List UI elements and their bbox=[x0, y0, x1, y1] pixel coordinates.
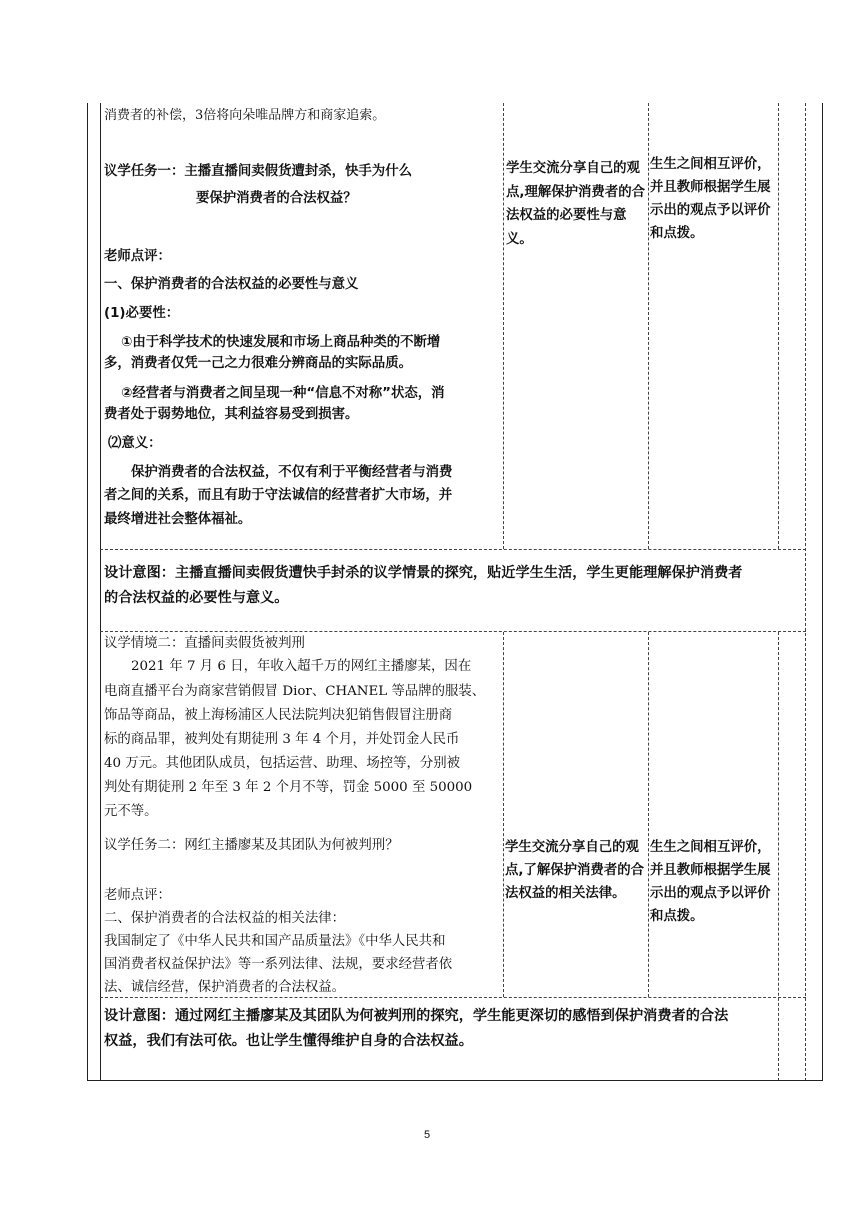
task-two-heading: 议学任务二：网红主播廖某及其团队为何被判刑？ bbox=[104, 838, 399, 853]
continued-text: 消费者的补偿，3倍将向朵唯品牌方和商家追索。 bbox=[104, 108, 386, 123]
design-intent-text: 主播直播间卖假货遭快手封杀的议学情景的探究，贴近学生生活，学生更能理解保护消费者 bbox=[174, 565, 743, 581]
row-divider bbox=[100, 549, 806, 550]
design-intent-text-cont: 的合法权益的必要性与意义。 bbox=[104, 590, 289, 606]
scenario-line: 元不等。 bbox=[104, 804, 158, 819]
teacher-comment-label: 老师点评： bbox=[104, 249, 171, 264]
necessity-point-2-cont: 费者处于弱势地位，其利益容易受到损害。 bbox=[104, 407, 359, 422]
page-number: 5 bbox=[424, 1129, 431, 1141]
necessity-point-1: ①由于科学技术的快速发展和市场上商品种类的不断增 bbox=[121, 335, 441, 350]
law-line: 法、诚信经营，保护消费者的合法权益。 bbox=[104, 980, 346, 995]
section-title-2: 二、保护消费者的合法权益的相关法律： bbox=[104, 911, 346, 926]
column-divider bbox=[503, 103, 504, 549]
necessity-point-2: ②经营者与消费者之间呈现一种“信息不对称”状态，消 bbox=[121, 386, 445, 401]
student-activity: 学生交流分享自己的观点,理解保护消费者的合法权益的必要性与意义。 bbox=[506, 161, 645, 247]
design-intent-text-cont: 权益，我们有法可依。也让学生懂得维护自身的合法权益。 bbox=[104, 1033, 473, 1049]
scenario-line: 40 万元。其他团队成员，包括运营、助理、场控等，分别被 bbox=[104, 756, 461, 771]
teacher-activity-2: 生生之间相互评价，并且教师根据学生展示出的观点予以评价和点拨。 bbox=[650, 840, 771, 924]
table-border-bottom bbox=[87, 1080, 823, 1081]
scenario-two-title: 议学情境二：直播间卖假货被判刑 bbox=[104, 636, 305, 651]
meaning-label: ⑵意义： bbox=[108, 436, 162, 451]
column-divider bbox=[778, 103, 779, 549]
meaning-text-cont: 者之间的关系，而且有助于守法诚信的经营者扩大市场，并 bbox=[104, 488, 453, 503]
necessity-label: (1)必要性： bbox=[104, 306, 180, 321]
task-one-heading-cont: 要保护消费者的合法权益？ bbox=[196, 191, 357, 206]
meaning-text-cont: 最终增进社会整体福祉。 bbox=[104, 512, 252, 527]
design-intent-text: 通过网红主播廖某及其团队为何被判刑的探究，学生能更深切的感悟到保护消费者的合法 bbox=[174, 1008, 729, 1024]
scenario-line: 判处有期徒刑 2 年至 3 年 2 个月不等，罚金 5000 至 50000 bbox=[104, 780, 473, 795]
necessity-point-1-cont: 多，消费者仅凭一己之力很难分辨商品的实际品质。 bbox=[104, 356, 412, 371]
section-title: 一、保护消费者的合法权益的必要性与意义 bbox=[104, 277, 359, 292]
scenario-line: 饰品等商品，被上海杨浦区人民法院判决犯销售假冒注册商 bbox=[104, 708, 453, 723]
student-activity-2: 学生交流分享自己的观点,了解保护消费者的合法权益的相关法律。 bbox=[505, 840, 644, 901]
law-line: 我国制定了《中华人民共和国产品质量法》《中华人民共和 bbox=[104, 934, 446, 949]
table-border-right bbox=[822, 103, 823, 1081]
design-intent-1 bbox=[104, 561, 802, 611]
column-divider bbox=[648, 632, 649, 997]
column-divider bbox=[648, 103, 649, 549]
design-intent-label: 设计意图： bbox=[104, 1008, 175, 1024]
table-border-left-outer bbox=[87, 103, 88, 1081]
design-intent-label: 设计意图： bbox=[104, 565, 175, 581]
task-one-heading: 议学任务一：主播直播间卖假货遭封杀，快手为什么 bbox=[104, 164, 412, 179]
table-border-right-inner bbox=[805, 103, 806, 1081]
teacher-comment-label-2: 老师点评： bbox=[104, 888, 171, 903]
teacher-activity: 生生之间相互评价，并且教师根据学生展示出的观点予以评价和点拨。 bbox=[650, 157, 771, 241]
scenario-line: 电商直播平台为商家营销假冒 Dior、CHANEL 等品牌的服装、 bbox=[104, 684, 486, 699]
scenario-line: 标的商品罪，被判处有期徒刑 3 年 4 个月，并处罚金人民币 bbox=[104, 732, 460, 747]
design-intent-2 bbox=[104, 1004, 802, 1054]
scenario-line: 2021 年 7 月 6 日，年收入超千万的网红主播廖某，因在 bbox=[131, 659, 472, 674]
column-divider bbox=[503, 632, 504, 997]
meaning-text: 保护消费者的合法权益，不仅有利于平衡经营者与消费 bbox=[131, 465, 453, 480]
table-border-left bbox=[100, 103, 101, 1081]
law-line: 国消费者权益保护法》等一系列法律、法规，要求经营者依 bbox=[104, 957, 453, 972]
